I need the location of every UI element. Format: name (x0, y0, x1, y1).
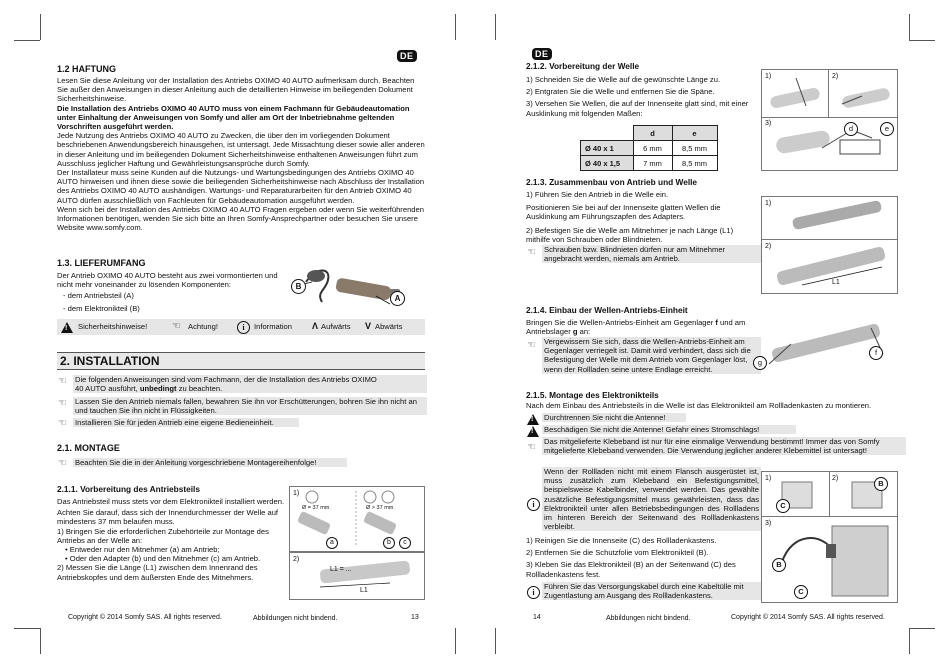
warning-icon: ! (527, 414, 539, 425)
crop-mark (909, 14, 910, 40)
figure-number: 1) (293, 490, 300, 497)
label-b: B (772, 558, 786, 572)
step: 1) Reinigen Sie die Innenseite (C) des Rollladenkastens. (526, 536, 717, 545)
paragraph: Der Installateur muss seine Kunden auf die Nutzungs- und Wartungsbedingungen des Antriebs OXIMO 40 AUTO hinweisen und ihnen diese sowie die beiliegenden Sicherheitshinweise nach Abschluss der Installation des Antriebs OXIMO 40 AUTO aushändigen. Wartungs- und Reparaturarbeiten für den Antrieb OXIMO 40 AUTO dürfen ausschließlich von Fachleuten für Gebäudeautomation ausgeführt werden. (57, 168, 425, 205)
table-cell: 6 mm (633, 141, 672, 156)
step: 2) Entgraten Sie die Welle und entfernen Sie die Späne. (526, 87, 715, 97)
einbau-text (526, 318, 758, 336)
page-number: 13 (411, 614, 419, 621)
elektronik-steps (526, 536, 758, 579)
step: 3) Versehen Sie Wellen, die auf der Innenseite glatt sind, mit einer Ausklinkung mit folgenden Maßen: (526, 99, 749, 118)
info-befestigung: Wenn der Rollladen nicht mit einem Flansch ausgerüstet ist, muss zusätzlich zum Klebeband ein Befestigungsmittel, beispielsweise Kabelbinder, verwendet werden. Das gewählte zusätzliche Befestigungsmittel muss gewährleisten, dass das Elektronikteil unter allen Betriebsbedingungen des Rollladens im hinteren Bereich der Seitenwand des Rollladenkastens verbleibt. (544, 467, 759, 532)
paragraph: Der Antrieb OXIMO 40 AUTO besteht aus zwei vormontierten und nicht mehr voneinander zu lösenden Komponenten: (57, 271, 278, 290)
text-bold: g (572, 327, 578, 337)
figure-number: 3) (765, 120, 772, 127)
note-fachmann (73, 375, 427, 393)
language-badge: DE (532, 48, 552, 60)
legend-down: Abwärts (375, 322, 403, 331)
lieferumfang-text (57, 271, 287, 313)
text: Bringen Sie die Wellen-Antriebs-Einheit am Gegenlager (526, 318, 716, 327)
label-f: f (869, 346, 883, 360)
note-antrieb: Lassen Sie den Antrieb niemals fallen, bewahren Sie ihn vor Erschütterungen, bohren Sie ihn nicht an und tauchen Sie ihn nicht in Flüssigkeiten. (73, 397, 427, 415)
figure-zusammenbau (761, 196, 898, 294)
crop-mark (40, 14, 41, 40)
label-c: C (794, 585, 808, 599)
figure-elektronik (761, 471, 898, 603)
figure-number: 1) (765, 73, 772, 80)
list-item: - dem Antriebsteil (A) (63, 291, 134, 301)
step: 1) Bringen Sie die erforderlichen Zubehörteile zur Montage des Antriebs an der Welle an: (57, 526, 269, 545)
legend-caution: Achtung! (188, 322, 218, 331)
right-page (475, 0, 950, 667)
info-kabeltuelle: Führen Sie das Versorgungskabel durch eine Kabeltülle mit Zugentlastung am Ausgang des Rollladenkastens. (542, 582, 761, 600)
label-a: a (326, 537, 338, 549)
step: 3) Kleben Sie das Elektronikteil (B) an der Seitenwand (C) des Rollladenkastens fest. (526, 560, 736, 579)
warning-stromschlag: Beschädigen Sie nicht die Antenne! Gefahr eines Stromschlags! (542, 425, 796, 434)
diameter-label: Ø > 37 mm (366, 505, 394, 511)
note-emphasis: unbedingt (139, 384, 177, 394)
label-b: b (383, 537, 395, 549)
zusammenbau-text (526, 190, 758, 244)
language-badge: DE (397, 50, 417, 62)
figure-number: 2) (832, 475, 839, 482)
legend-safety: Sicherheitshinweise! (78, 322, 148, 331)
l1-label: L1 (360, 587, 368, 594)
zusammenbau-drawing (762, 197, 897, 293)
crop-mark (455, 628, 456, 654)
crop-mark (455, 14, 456, 40)
l1-drawing (290, 553, 424, 599)
warning-icon: ! (527, 426, 539, 437)
step: 2) Entfernen Sie die Schutzfolie vom Elektronikteil (B). (526, 548, 709, 558)
subsection-title: 2.1.2. Vorbereitung der Welle (526, 61, 640, 71)
legend-info: Information (254, 322, 292, 331)
dimensions-table (580, 125, 718, 171)
welle-drawing (762, 70, 897, 170)
hand-icon: ☜ (527, 340, 536, 351)
figure-einbau (757, 314, 896, 384)
note-text: 40 AUTO ausführt, (75, 384, 140, 394)
section-title-lieferumfang: 1.3. LIEFERUMFANG (57, 258, 146, 268)
table-header-cell: d (633, 126, 672, 141)
figure-welle (761, 69, 898, 171)
paragraph (526, 318, 758, 336)
step: 1) Führen Sie den Antrieb in die Welle ein. (526, 190, 669, 199)
figure-label-a: A (390, 291, 405, 306)
crop-mark (14, 628, 40, 629)
table-cell: 8,5 mm (672, 156, 717, 171)
figure-number: 1) (765, 200, 772, 207)
hand-icon: ☜ (58, 458, 67, 469)
table-row (581, 156, 718, 171)
figure-label-b: B (291, 279, 306, 294)
subsection-title: 2.1.1. Vorbereitung des Antriebsteils (57, 484, 200, 494)
installation-title: 2. INSTALLATION (60, 354, 160, 368)
label-d: d (844, 122, 858, 136)
figure-number: 2) (832, 73, 839, 80)
crop-mark (909, 40, 935, 41)
note-text: zu beachten. (176, 384, 223, 394)
text-bold: f (715, 318, 718, 327)
section-title-montage: 2.1. MONTAGE (57, 443, 120, 453)
crop-mark (40, 628, 41, 654)
label-c: C (776, 499, 790, 513)
bullet-item: • Oder den Adapter (b) und den Mitnehmer (c) am Antrieb. (65, 554, 261, 564)
hand-icon: ☜ (527, 442, 536, 453)
paragraph: Positionieren Sie bei auf der Innenseite glatten Wellen die Ausklinkung am Führungszapfen des Adapters. (526, 203, 721, 222)
l1-value: L1 = ... (330, 566, 352, 573)
up-icon: Λ (312, 321, 319, 331)
label-b: B (874, 477, 888, 491)
footer-note: Abbildungen nicht bindend. (253, 615, 338, 622)
note-gegenlager: Vergewissern Sie sich, dass die Wellen-Antriebs-Einheit am Gegenlager verriegelt ist. Damit wird verhindert, dass sich die Befestigung der Welle mit dem Antrieb vom Gegenlager löst, wenn der Rollladen seine untere Endlage erreicht. (542, 337, 761, 374)
step: 1) Schneiden Sie die Welle auf die gewünschte Länge zu. (526, 75, 721, 84)
table-cell: Ø 40 x 1,5 (581, 156, 634, 171)
crop-mark (909, 628, 910, 654)
paragraph-bold: Die Installation des Antriebs OXIMO 40 AUTO muss von einem Fachmann für Gebäudeautomation unter Einhaltung der Anweisungen von Somfy und aller am Ort der Inbetriebnahme geltenden Vorschriften ausgeführt werden. (57, 103, 410, 132)
vorbereitung-text (57, 497, 287, 582)
figure-number: 2) (765, 243, 772, 250)
installation-heading-bar (57, 352, 425, 370)
page-number: 14 (533, 614, 541, 621)
symbol-legend (57, 319, 425, 335)
table-cell: 8,5 mm (672, 141, 717, 156)
paragraph: Lesen Sie diese Anleitung vor der Installation des Antriebs OXIMO 40 AUTO aufmerksam durch. Beachten Sie außer den Anweisungen in dieser Anleitung auch die detaillierten Hinweise im beiliegenden Dokument Sicherheitshinweise. (57, 76, 415, 104)
note-text: Die folgenden Anweisungen sind vom Fachmann, der die Installation des Antriebs OXIMO (75, 375, 377, 384)
note-montagereihenfolge: Beachten Sie die in der Anleitung vorgeschriebene Montagereihenfolge! (73, 458, 347, 467)
info-icon: i (527, 498, 540, 511)
bullet-text: Oder den Adapter (b) und den Mitnehmer (c) am Antrieb. (69, 554, 261, 564)
text: und am Antriebslager (526, 318, 746, 337)
subsection-title: 2.1.5. Montage des Elektronikteils (526, 390, 659, 400)
figure-number: 1) (765, 475, 772, 482)
step: 2) Befestigen Sie die Welle am Mitnehmer je nach Länge (L1) mithilfe von Schrauben oder Blindnieten. (526, 225, 734, 244)
step: 2) Messen Sie die Länge (L1) zwischen dem Innenrand des Antriebskopfes und dem äußersten Ende des Mitnehmers. (57, 563, 258, 582)
table-header-cell: e (672, 126, 717, 141)
hand-icon: ☜ (58, 398, 67, 409)
crop-mark (495, 628, 496, 654)
down-icon: V (365, 321, 372, 331)
paragraph: Das Antriebsteil muss stets vor dem Elektronikteil installiert werden. (57, 497, 285, 506)
subsection-title: 2.1.3. Zusammenbau von Antrieb und Welle (526, 177, 698, 187)
label-g: g (753, 356, 767, 370)
info-icon: i (237, 321, 250, 334)
table-header-cell (581, 126, 634, 141)
figure-accessories (289, 486, 425, 552)
table-row (581, 141, 718, 156)
diameter-label: Ø = 37 mm (302, 505, 330, 511)
warning-icon: ! (61, 322, 73, 333)
text: an: (577, 327, 591, 337)
hand-icon: ☜ (58, 418, 67, 429)
legend-up: Aufwärts (321, 322, 351, 331)
crop-mark (495, 14, 496, 40)
footer-copyright: Copyright © 2014 Somfy SAS. All rights reserved. (731, 614, 885, 621)
haftung-text (57, 76, 425, 232)
table-cell: Ø 40 x 1 (581, 141, 634, 156)
elektronik-drawing (762, 472, 897, 602)
l1-label: L1 (832, 279, 840, 286)
label-e: e (880, 122, 894, 136)
bullet-item: • Entweder nur den Mitnehmer (a) am Antrieb; (65, 545, 220, 555)
figure-number: 3) (765, 520, 772, 527)
note-klebeband: Das mitgelieferte Klebeband ist nur für eine einmalige Verwendung bestimmt! Immer das von Somfy mitgelieferte Klebeband verwenden. Die Verwendung jeglicher anderer Klebemittel ist untersagt! (542, 437, 906, 455)
paragraph: Achten Sie darauf, dass sich der Innendurchmesser der Welle auf mindestens 37 mm belaufen muss. (57, 508, 279, 527)
figure-measure-l1 (289, 552, 425, 600)
elektronik-intro: Nach dem Einbau des Antriebsteils in die Welle ist das Elektronikteil am Rollladenkasten zu montieren. (526, 401, 872, 410)
paragraph: Wenn sich bei der Installation des Antriebs OXIMO 40 AUTO Fragen ergeben oder wenn Sie weiterführenden Informationen benötigen, wenden Sie sich bitte an Ihren Somfy-Ansprechpartner oder besuchen Sie unsere Website www.somfy.com. (57, 204, 424, 233)
paragraph: Jede Nutzung des Antriebs OXIMO 40 AUTO zu Zwecken, die über den im vorliegenden Dokument beschriebenen Anwendungsbereich hinausgehen, ist untersagt. Jede Missachtung dieser sowie aller anderen in dieser Anleitung und im beiliegenden Dokument Sicherheitshinweise enthaltenen Anweisungen führt zum Ausschluss jeglicher Haftung und Gewährleistungsansprüche durch Somfy. (57, 131, 425, 168)
label-c: c (399, 537, 411, 549)
crop-mark (909, 628, 935, 629)
section-title-haftung: 1.2 HAFTUNG (57, 64, 117, 74)
note-schrauben: Schrauben bzw. Blindnieten dürfen nur am Mitnehmer angebracht werden, niemals am Antrieb. (542, 245, 761, 263)
bullet-text: Entweder nur den Mitnehmer (a) am Antrieb; (69, 545, 220, 555)
table-cell: 7 mm (633, 156, 672, 171)
hand-icon: ☜ (527, 247, 536, 258)
footer-copyright: Copyright © 2014 Somfy SAS. All rights reserved. (68, 614, 222, 621)
warning-antenne: Durchtrennen Sie nicht die Antenne! (542, 413, 686, 422)
list-item: - dem Elektronikteil (B) (63, 303, 140, 313)
crop-mark (14, 40, 40, 41)
welle-steps (526, 75, 758, 118)
note-bedieneinheit: Installieren Sie für jeden Antrieb eine eigene Bedieneinheit. (73, 418, 299, 427)
figure-number: 2) (293, 556, 300, 563)
info-icon: i (527, 586, 540, 599)
subsection-title: 2.1.4. Einbau der Wellen-Antriebs-Einheit (526, 305, 688, 315)
hand-icon: ☜ (172, 321, 181, 332)
table-header-row (581, 126, 718, 141)
hand-icon: ☜ (58, 376, 67, 387)
footer-note: Abbildungen nicht bindend. (606, 615, 691, 622)
